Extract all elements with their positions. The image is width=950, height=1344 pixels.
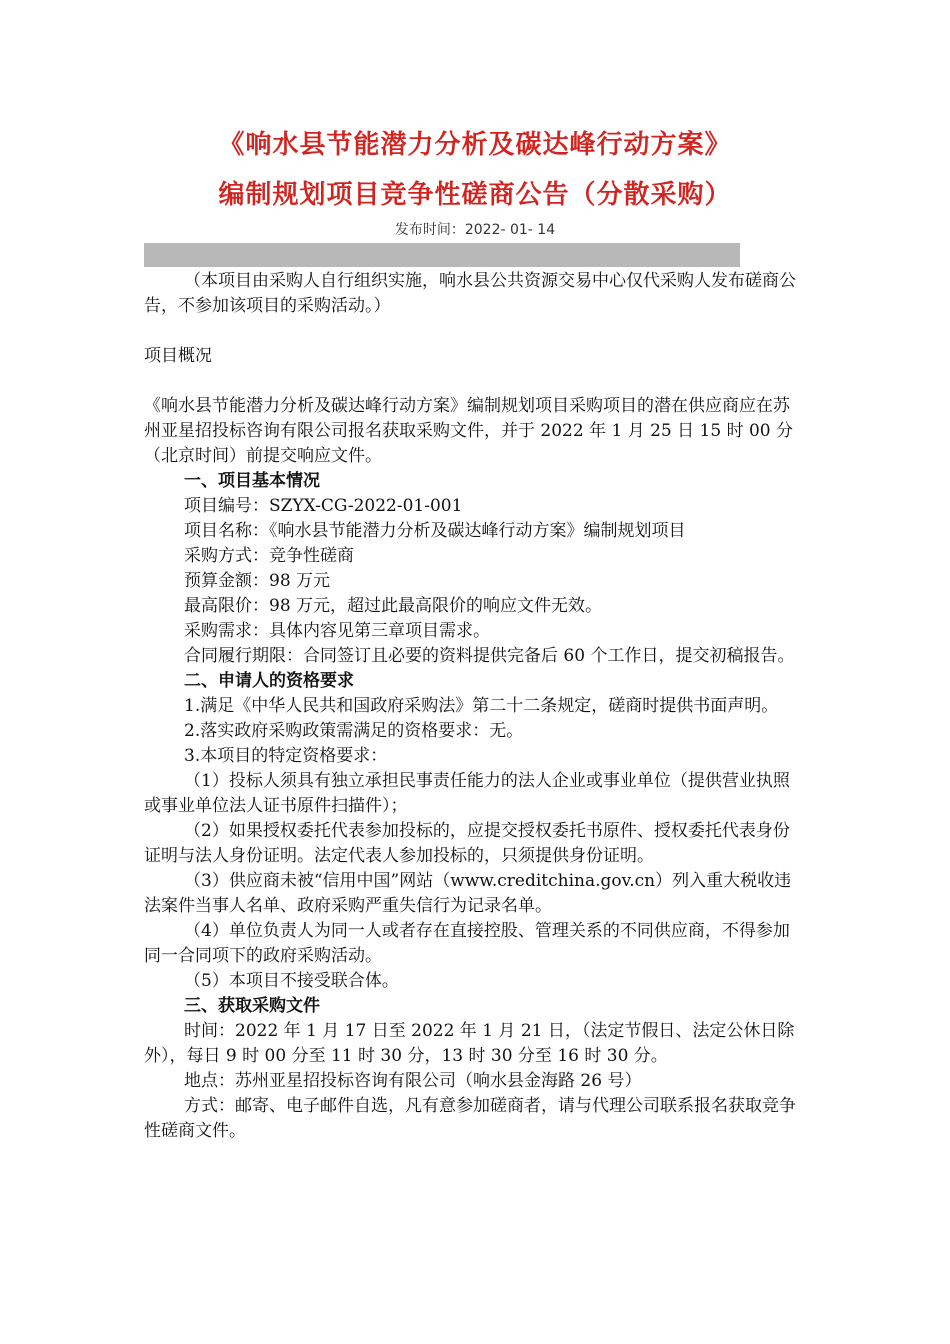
section1-heading: 一、项目基本情况	[184, 471, 320, 491]
budget-amount: 预算金额：98 万元	[184, 571, 331, 591]
requirement-subitem: （4）单位负责人为同一人或者存在直接控股、管理关系的不同供应商，不得参加同一合同项下的政府采购活动。	[144, 921, 790, 966]
section3-heading: 三、获取采购文件	[184, 996, 320, 1016]
contract-period: 合同履行期限：合同签订且必要的资料提供完备后 60 个工作日，提交初稿报告。	[184, 646, 795, 666]
acquisition-place: 地点：苏州亚星招投标咨询有限公司（响水县金海路 26 号）	[184, 1071, 642, 1091]
section2-heading: 二、申请人的资格要求	[184, 671, 354, 691]
document-body	[144, 269, 806, 1144]
requirement-item: 2.落实政府采购政策需满足的资格要求：无。	[184, 721, 524, 741]
procurement-demand: 采购需求：具体内容见第三章项目需求。	[184, 621, 490, 641]
procurement-method: 采购方式：竞争性磋商	[184, 546, 354, 566]
requirement-subitem: （3）供应商未被“信用中国”网站（www.creditchina.gov.cn）列入重大税收违法案件当事人名单、政府采购严重失信行为记录名单。	[144, 871, 792, 916]
requirement-item: 1.满足《中华人民共和国政府采购法》第二十二条规定，磋商时提供书面声明。	[184, 696, 779, 716]
requirement-subitem: （1）投标人须具有独立承担民事责任能力的法人企业或事业单位（提供营业执照或事业单位法人证书原件扫描件）；	[144, 771, 790, 816]
requirement-item: 3.本项目的特定资格要求：	[184, 746, 388, 766]
requirement-subitem: （5）本项目不接受联合体。	[184, 971, 399, 991]
requirement-subitem: （2）如果授权委托代表参加投标的，应提交授权委托书原件、授权委托代表身份证明与法人身份证明。法定代表人参加投标的，只须提供身份证明。	[144, 821, 790, 866]
publish-time: 发布时间：2022- 01- 14	[394, 222, 556, 238]
document-title-line2: 编制规划项目竞争性磋商公告（分散采购）	[218, 180, 732, 210]
overview-heading: 项目概况	[144, 346, 212, 366]
procurement-note: （本项目由采购人自行组织实施，响水县公共资源交易中心仅代采购人发布磋商公告，不参加该项目的采购活动。）	[144, 271, 796, 316]
max-price: 最高限价：98 万元，超过此最高限价的响应文件无效。	[184, 596, 603, 616]
project-name: 项目名称：《响水县节能潜力分析及碳达峰行动方案》编制规划项目	[184, 521, 686, 541]
project-number: 项目编号：SZYX-CG-2022-01-001	[184, 496, 463, 516]
overview-text: 《响水县节能潜力分析及碳达峰行动方案》编制规划项目采购项目的潜在供应商应在苏州亚星招投标咨询有限公司报名获取采购文件，并于 2022 年 1 月 25 日 15 时 00 分（北京时间）前提交响应文件。	[144, 396, 794, 466]
acquisition-time: 时间：2022 年 1 月 17 日至 2022 年 1 月 21 日，（法定节假日、法定公休日除外），每日 9 时 00 分至 11 时 30 分，13 时 30 分至 16 时 30 分。	[144, 1021, 795, 1066]
acquisition-method: 方式：邮寄、电子邮件自选，凡有意参加磋商者，请与代理公司联系报名获取竞争性磋商文件。	[144, 1096, 796, 1141]
document-title-line1: 《响水县节能潜力分析及碳达峰行动方案》	[218, 130, 732, 160]
header-divider-bar	[144, 243, 740, 267]
